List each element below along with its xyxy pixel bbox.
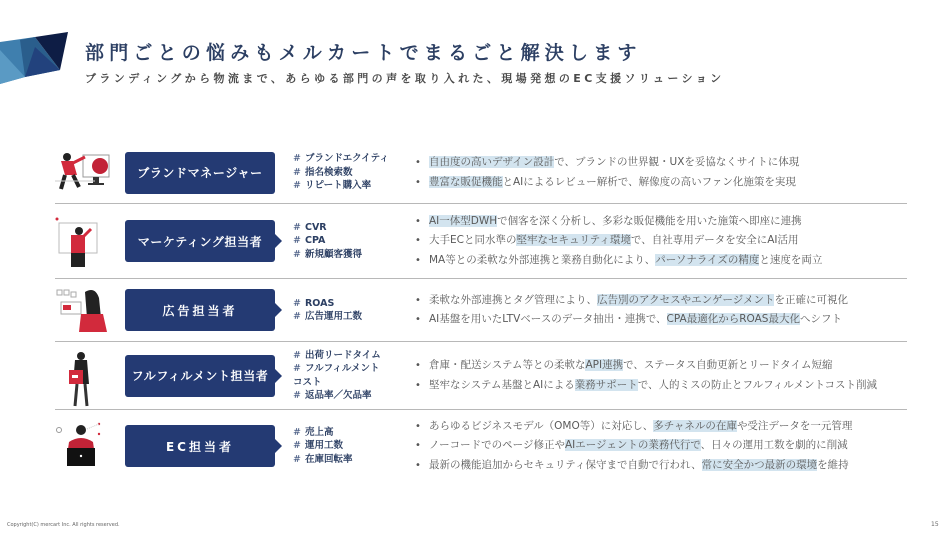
highlight: 常に安全かつ最新の環境 — [701, 458, 818, 471]
role-box-marketing — [125, 220, 275, 262]
solution-point: • 大手ECと同水準の堅牢なセキュリティ環境で、自社専用データを安全にAI活用 — [415, 231, 907, 251]
kpi-tags — [293, 426, 415, 467]
role-label: ブランドマネージャー — [137, 166, 263, 180]
kpi-tag: # CVR — [293, 221, 327, 233]
role-box-fulfillment — [125, 355, 275, 397]
kpi-tag: # 在庫回転率 — [293, 453, 353, 465]
solution-point: • ノーコードでのページ修正やAIエージェントの業務代行で、日々の運用工数を劇的に削減 — [415, 436, 907, 456]
hash-icon: # — [293, 180, 301, 192]
highlight: 自由度の高いデザイン設計 — [429, 156, 555, 168]
highlight: 多チャネルの在庫 — [653, 419, 737, 432]
row-advertising — [55, 279, 907, 342]
solution-points — [415, 212, 907, 271]
hash-icon: # — [293, 166, 301, 178]
hash-icon: # — [293, 426, 301, 438]
page-number: 15 — [931, 521, 939, 528]
solution-points — [415, 417, 907, 476]
kpi-tag: # 売上高 — [293, 426, 334, 438]
hash-icon: # — [293, 248, 301, 260]
page-title: 部門ごとの悩みもメルカートでまるごと解決します — [85, 42, 642, 64]
solution-point: • 倉庫・配送システム等との柔軟なAPI連携で、ステータス自動更新とリードタイム短縮 — [415, 356, 907, 376]
woman-with-phone-icon — [55, 284, 117, 336]
role-label: フルフィルメント担当者 — [131, 369, 269, 383]
kpi-tag: # 運用工数 — [293, 440, 343, 452]
hash-icon: # — [293, 153, 301, 165]
highlight: 豊富な販促機能 — [429, 175, 503, 188]
solution-point: • MA等との柔軟な外部連携と業務自動化により、パーソナライズの精度と速度を両立 — [415, 251, 907, 271]
role-label: EC担当者 — [165, 439, 234, 454]
logo-triangles-icon — [0, 32, 70, 84]
hash-icon: # — [293, 297, 301, 309]
copyright: Copyright(C) mercart Inc. All rights reserved. — [7, 522, 120, 528]
kpi-tags — [293, 349, 403, 403]
kpi-tags — [293, 297, 415, 324]
solution-point: • あらゆるビジネスモデル（OMO等）に対応し、多チャネルの在庫や受注データを一元管理 — [415, 417, 907, 437]
hash-icon: # — [293, 363, 301, 374]
row-fulfillment — [55, 342, 907, 410]
row-brand-manager — [55, 142, 907, 204]
solution-points — [415, 291, 907, 330]
highlight: 堅牢なセキュリティ環境 — [516, 234, 631, 247]
man-at-whiteboard-icon — [55, 215, 117, 267]
kpi-tag: # ブランドエクイティ — [293, 153, 389, 165]
role-box-advertising — [125, 289, 275, 331]
hash-icon: # — [293, 221, 301, 233]
row-marketing — [55, 204, 907, 279]
solution-point: • AI一体型DWHで個客を深く分析し、多彩な販促機能を用いた施策へ即座に連携 — [415, 212, 907, 232]
solution-point: • 豊富な販促機能とAIによるレビュー解析で、解像度の高いファン化施策を実現 — [415, 173, 907, 193]
hash-icon: # — [293, 311, 301, 322]
solution-point: • AI基盤を用いたLTVベースのデータ抽出・連携で、CPA最適化からROAS最大化へシフト — [415, 310, 907, 330]
woman-at-monitor-icon — [55, 147, 117, 199]
kpi-tag: # CPA — [293, 235, 326, 247]
person-with-laptop-icon — [55, 420, 117, 472]
highlight: 広告別のアクセスやエンゲージメント — [597, 293, 775, 306]
kpi-tag: # 広告運用工数 — [293, 311, 362, 322]
role-box-ec-manager — [125, 425, 275, 467]
kpi-tag: # 出荷リードタイム — [293, 349, 381, 361]
highlight: CPA最適化からROAS最大化 — [666, 313, 800, 325]
man-with-package-icon — [55, 350, 117, 402]
solution-point: • 堅牢なシステム基盤とAIによる業務サポートで、人的ミスの防止とフルフィルメントコスト削減 — [415, 376, 907, 396]
department-table — [55, 142, 907, 482]
hash-icon: # — [293, 349, 301, 361]
page-subtitle: ブランディングから物流まで、あらゆる部門の声を取り入れた、現場発想のEC支援ソリューション — [85, 72, 725, 85]
kpi-tag: # ROAS — [293, 297, 335, 309]
solution-point: • 最新の機能追加からセキュリティ保守まで自動で行われ、常に安全かつ最新の環境を維持 — [415, 456, 907, 476]
highlight: 業務サポート — [574, 378, 638, 391]
solution-point: • 柔軟な外部連携とタグ管理により、広告別のアクセスやエンゲージメントを正確に可視化 — [415, 291, 907, 311]
row-ec-manager — [55, 410, 907, 482]
solution-points — [415, 153, 907, 192]
highlight: API連携 — [585, 359, 624, 371]
hash-icon: # — [293, 235, 301, 247]
role-box-brand-manager — [125, 152, 275, 194]
hash-icon: # — [293, 440, 301, 452]
highlight: AI一体型DWH — [429, 214, 498, 227]
hash-icon: # — [293, 390, 301, 401]
kpi-tag: # フルフィルメントコスト — [293, 363, 380, 388]
kpi-tags — [293, 152, 415, 193]
highlight: パーソナライズの精度 — [655, 253, 760, 266]
kpi-tag: # 指名検索数 — [293, 166, 353, 178]
role-label: マーケティング担当者 — [137, 234, 263, 249]
highlight: AIエージェントの業務代行で — [564, 439, 701, 452]
kpi-tags — [293, 221, 415, 262]
hash-icon: # — [293, 453, 301, 465]
kpi-tag: # 返品率／欠品率 — [293, 390, 372, 401]
solution-point: • 自由度の高いデザイン設計で、ブランドの世界観・UXを妥協なくサイトに体現 — [415, 153, 907, 173]
kpi-tag: # リピート購入率 — [293, 180, 372, 192]
kpi-tag: # 新規顧客獲得 — [293, 248, 362, 260]
solution-points — [415, 356, 907, 395]
role-label: 広告担当者 — [162, 303, 238, 318]
